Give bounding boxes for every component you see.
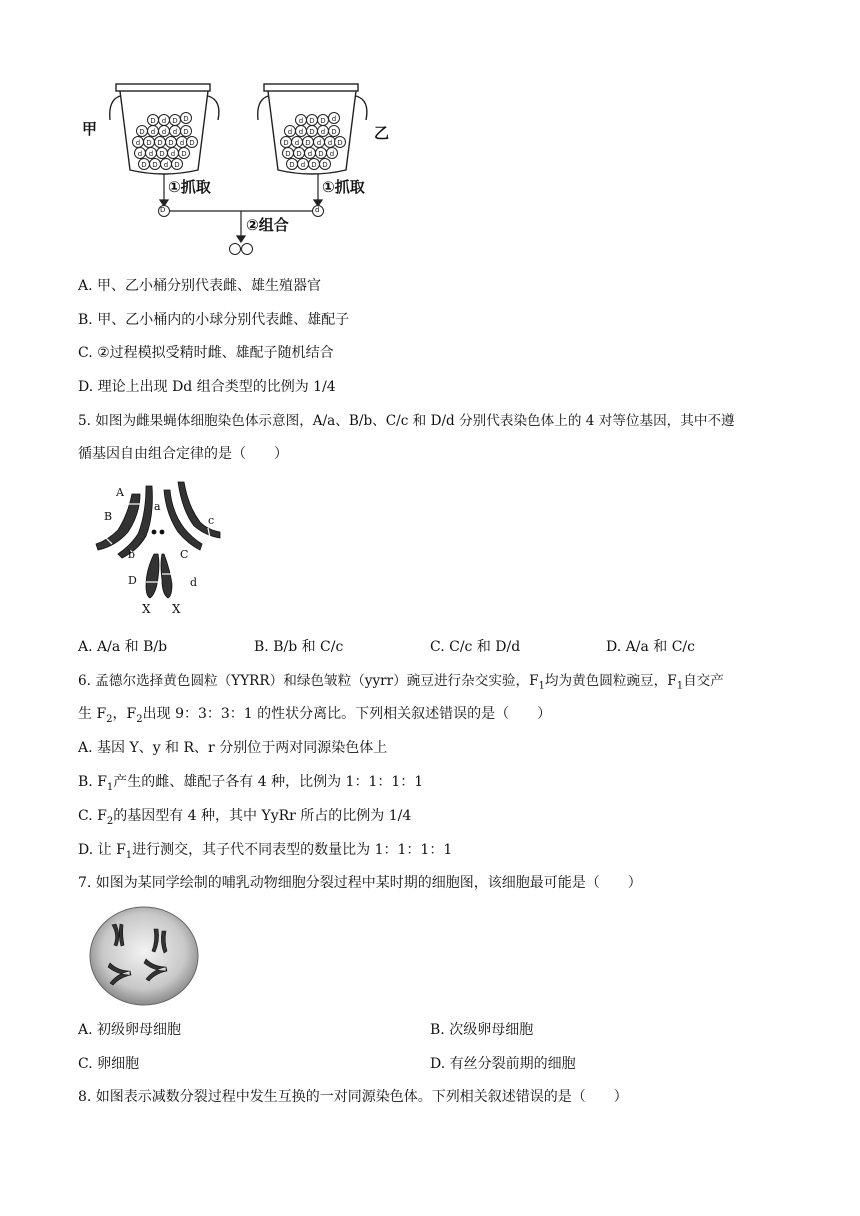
q7-stem: 7. 如图为某同学绘制的哺乳动物细胞分裂过程中某时期的细胞图，该细胞最可能是（ ） bbox=[78, 875, 642, 891]
chromosome-x-left bbox=[146, 554, 159, 598]
svg-text:D: D bbox=[309, 128, 315, 136]
svg-text:D: D bbox=[285, 150, 291, 158]
svg-text:d: d bbox=[135, 139, 141, 147]
svg-text:d: d bbox=[300, 161, 306, 169]
svg-text:D: D bbox=[331, 128, 337, 136]
svg-text:d: d bbox=[161, 117, 167, 125]
q7-option-b: B. 次级卵母细胞 bbox=[430, 1022, 534, 1038]
svg-text:D: D bbox=[320, 117, 326, 125]
svg-text:D: D bbox=[283, 139, 289, 147]
q5-stem-line2: 循基因自由组合定律的是（ ） bbox=[78, 446, 288, 462]
step2-label: ②组合 bbox=[246, 216, 289, 234]
q7-option-a: A. 初级卵母细胞 bbox=[78, 1022, 182, 1038]
q6-option-b: B. $F_1$产生的雌、雄配子各有 4 种，比例为 1：1：1：1 bbox=[78, 774, 424, 793]
svg-text:D: D bbox=[181, 150, 187, 158]
gene-label-c: c bbox=[208, 514, 215, 527]
svg-text:D: D bbox=[174, 161, 180, 169]
step1-left-label: ①抓取 bbox=[168, 178, 211, 196]
svg-text:d: d bbox=[331, 115, 337, 123]
svg-text:D: D bbox=[289, 161, 295, 169]
gene-label-C: C bbox=[180, 548, 189, 561]
gene-label-a: a bbox=[154, 500, 161, 513]
cell-figure bbox=[88, 905, 200, 1007]
svg-text:D: D bbox=[322, 161, 328, 169]
q5-option-b: B. B/b 和 C/c bbox=[254, 639, 344, 655]
svg-text:D: D bbox=[183, 115, 189, 123]
svg-text:d: d bbox=[320, 128, 326, 136]
svg-text:d: d bbox=[298, 128, 304, 136]
chromosome-label-x2: X bbox=[172, 602, 181, 616]
svg-text:D: D bbox=[139, 128, 145, 136]
svg-text:d: d bbox=[316, 139, 322, 147]
q6-option-a: A. 基因 Y、y 和 R、r 分别位于两对同源染色体上 bbox=[78, 740, 388, 756]
chromosome-figure bbox=[88, 474, 238, 620]
svg-text:D: D bbox=[337, 139, 343, 147]
svg-text:d: d bbox=[163, 161, 169, 169]
svg-text:d: d bbox=[298, 117, 304, 125]
svg-text:D: D bbox=[311, 161, 317, 169]
q4-option-c: C. ②过程模拟受精时雌、雄配子随机结合 bbox=[78, 345, 334, 361]
q7-option-d: D. 有丝分裂前期的细胞 bbox=[430, 1056, 576, 1072]
ball-drawn-left: D bbox=[160, 206, 166, 214]
gene-label-D: D bbox=[128, 574, 137, 587]
q6-stem-line2: 生 $F_2$，$F_2$出现 9：3：3：1 的性状分离比。下列相关叙述错误的是（ ） bbox=[78, 706, 552, 725]
ball-drawn-right: d bbox=[315, 206, 320, 214]
svg-text:d: d bbox=[150, 128, 156, 136]
svg-text:d: d bbox=[137, 150, 143, 158]
chromosome-x-right bbox=[161, 554, 172, 598]
svg-text:D: D bbox=[305, 139, 311, 147]
q4-option-a: A. 甲、乙小桶分别代表雌、雄生殖器官 bbox=[78, 278, 322, 294]
q5-stem-line1: 5. 如图为雌果蝇体细胞染色体示意图，A/a、B/b、C/c 和 D/d 分别代表染色体上的 4 对等位基因，其中不遵 bbox=[78, 413, 735, 429]
svg-text:D: D bbox=[318, 150, 324, 158]
q4-option-b: B. 甲、乙小桶内的小球分别代表雌、雄配子 bbox=[78, 312, 350, 328]
svg-text:d: d bbox=[161, 128, 167, 136]
q7-option-c: C. 卵细胞 bbox=[78, 1056, 140, 1072]
svg-text:D: D bbox=[146, 139, 152, 147]
svg-text:D: D bbox=[296, 150, 302, 158]
svg-text:D: D bbox=[168, 139, 174, 147]
gene-label-b: b bbox=[128, 548, 136, 561]
q5-option-d: D. A/a 和 C/c bbox=[606, 639, 695, 655]
q5-option-a: A. A/a 和 B/b bbox=[78, 639, 168, 655]
gene-label-d: d bbox=[190, 576, 198, 589]
svg-text:D: D bbox=[183, 128, 189, 136]
svg-text:D: D bbox=[189, 139, 195, 147]
svg-text:D: D bbox=[157, 139, 163, 147]
svg-text:d: d bbox=[307, 150, 313, 158]
q4-option-d: D. 理论上出现 Dd 组合类型的比例为 1/4 bbox=[78, 379, 336, 395]
step1-right-label: ①抓取 bbox=[322, 178, 365, 196]
chromosome-label-x1: X bbox=[142, 602, 151, 616]
svg-text:D: D bbox=[152, 161, 158, 169]
svg-text:d: d bbox=[287, 128, 293, 136]
svg-text:D: D bbox=[150, 117, 156, 125]
svg-text:D: D bbox=[172, 117, 178, 125]
q6-stem-line1: 6. 孟德尔选择黄色圆粒（YYRR）和绿色皱粒（yyrr）豌豆进行杂交实验，$F_1$均为黄色圆粒豌豆，$F_1$自交产 bbox=[78, 673, 724, 692]
bucket-figure bbox=[80, 78, 400, 258]
q8-stem: 8. 如图表示减数分裂过程中发生互换的一对同源染色体。下列相关叙述错误的是（ ） bbox=[78, 1089, 628, 1105]
svg-text:d: d bbox=[148, 150, 154, 158]
svg-text:d: d bbox=[294, 139, 300, 147]
svg-text:d: d bbox=[170, 150, 176, 158]
bucket-right-label: 乙 bbox=[374, 124, 390, 142]
svg-text:D: D bbox=[159, 150, 165, 158]
gene-label-A: A bbox=[116, 486, 124, 499]
svg-text:d: d bbox=[179, 139, 185, 147]
svg-text:D: D bbox=[309, 117, 315, 125]
bucket-left-label: 甲 bbox=[82, 120, 98, 138]
q6-option-d: D. 让 $F_1$进行测交，其子代不同表型的数量比为 1：1：1：1 bbox=[78, 842, 453, 861]
q5-option-c: C. C/c 和 D/d bbox=[430, 639, 521, 655]
svg-text:D: D bbox=[141, 161, 147, 169]
svg-text:d: d bbox=[172, 128, 178, 136]
cell-body bbox=[90, 907, 198, 1005]
q6-option-c: C. $F_2$的基因型有 4 种，其中 YyRr 所占的比例为 1/4 bbox=[78, 808, 412, 827]
svg-text:d: d bbox=[329, 150, 335, 158]
gene-label-B: B bbox=[104, 510, 113, 523]
svg-text:d: d bbox=[327, 139, 333, 147]
